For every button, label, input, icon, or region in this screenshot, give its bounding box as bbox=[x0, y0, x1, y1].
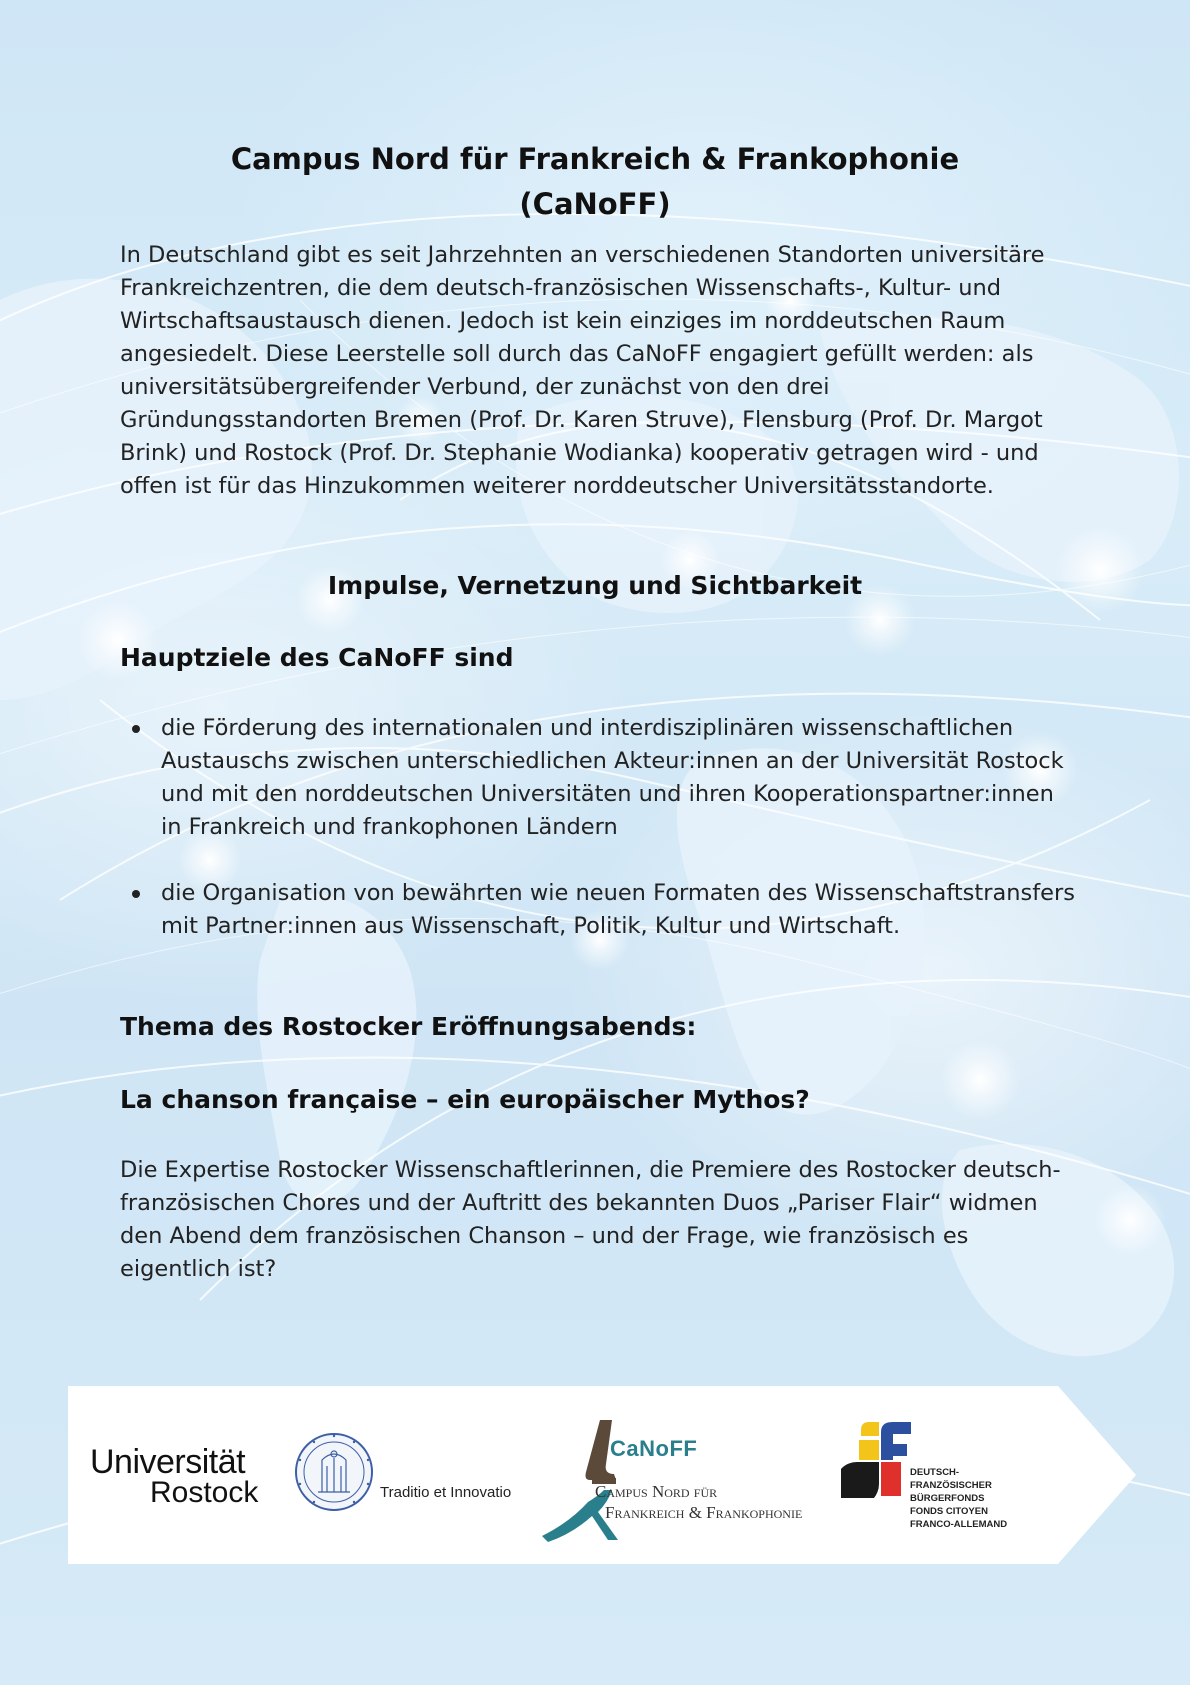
dfb-text bbox=[910, 1466, 1030, 1531]
list-item bbox=[120, 712, 1080, 844]
bullet-icon bbox=[132, 890, 140, 898]
title-line-1: Campus Nord für Frankreich & Frankophonie bbox=[230, 142, 960, 177]
goal-text: die Förderung des internationalen und interdisziplinären wissenschaftlichen Austauschs zwischen unterschiedlichen Akteur:innen an der Universität Rostock und mit den norddeutschen Universitäten und ihren Kooperationspartner:innen in Frankreich und frankophonen Ländern bbox=[161, 715, 1064, 840]
university-logo bbox=[90, 1443, 280, 1509]
dfb-line: FONDS CITOYEN bbox=[910, 1506, 988, 1517]
canoff-subtitle-line-2: Frankreich & Frankophonie bbox=[605, 1503, 803, 1522]
chanson-heading: La chanson française – ein europäischer Mythos? bbox=[120, 1085, 810, 1114]
section-subheading: Impulse, Vernetzung und Sichtbarkeit bbox=[327, 571, 863, 600]
university-motto: Traditio et Innovatio bbox=[380, 1484, 512, 1501]
dfb-logo-icon bbox=[841, 1422, 911, 1498]
university-name-line-2: Rostock bbox=[150, 1476, 259, 1509]
dfb-line: FRANZÖSISCHER bbox=[910, 1480, 992, 1491]
canoff-subtitle-line-1: Campus Nord für bbox=[595, 1482, 718, 1501]
outro-paragraph: Die Expertise Rostocker Wissenschaftlerinnen, die Premiere des Rostocker deutsch-französischen Chores und der Auftritt des bekannten Duos „Pariser Flair“ widmen den Abend dem französischen Chanson – und der Frage, wie französisch es eigentlich ist? bbox=[120, 1157, 1061, 1282]
goals-list bbox=[120, 712, 1080, 976]
intro-paragraph: In Deutschland gibt es seit Jahrzehnten an verschiedenen Standorten universitäre Frankreichzentren, die dem deutsch-französischen Wissenschafts-, Kultur- und Wirtschaftsaustausch dienen. Jedoch ist kein einziges im norddeutschen Raum angesiedelt. Diese Leerstelle soll durch das CaNoFF engagiert gefüllt werden: als universitätsübergreifender Verbund, der zunächst von den drei Gründungsstandorten Bremen (Prof. Dr. Karen Struve), Flensburg (Prof. Dr. Margot Brink) und Rostock (Prof. Dr. Stephanie Wodianka) kooperativ getragen wird - und offen ist für das Hinzukommen weiterer norddeutscher Universitätsstandorte. bbox=[120, 242, 1045, 499]
logo-banner bbox=[68, 1386, 1136, 1564]
dfb-line: BÜRGERFONDS bbox=[910, 1493, 985, 1504]
theme-heading: Thema des Rostocker Eröffnungsabends: bbox=[120, 1012, 697, 1041]
page-title bbox=[0, 137, 1190, 227]
bullet-icon bbox=[132, 725, 140, 733]
canoff-lambda-icon bbox=[508, 1416, 618, 1546]
goal-text: die Organisation von bewährten wie neuen Formaten des Wissenschaftstransfers mit Partner:innen aus Wissenschaft, Politik, Kultur und Wirtschaft. bbox=[161, 880, 1075, 939]
university-name-line-1: Universität bbox=[90, 1443, 246, 1481]
university-seal-icon bbox=[294, 1430, 374, 1514]
list-item bbox=[120, 877, 1080, 943]
canoff-name: CaNoFF bbox=[610, 1436, 698, 1461]
dfb-line: FRANCO-ALLEMAND bbox=[910, 1519, 1008, 1530]
goals-heading: Hauptziele des CaNoFF sind bbox=[120, 643, 514, 672]
title-line-2: (CaNoFF) bbox=[519, 187, 671, 222]
dfb-line: DEUTSCH- bbox=[910, 1467, 960, 1478]
